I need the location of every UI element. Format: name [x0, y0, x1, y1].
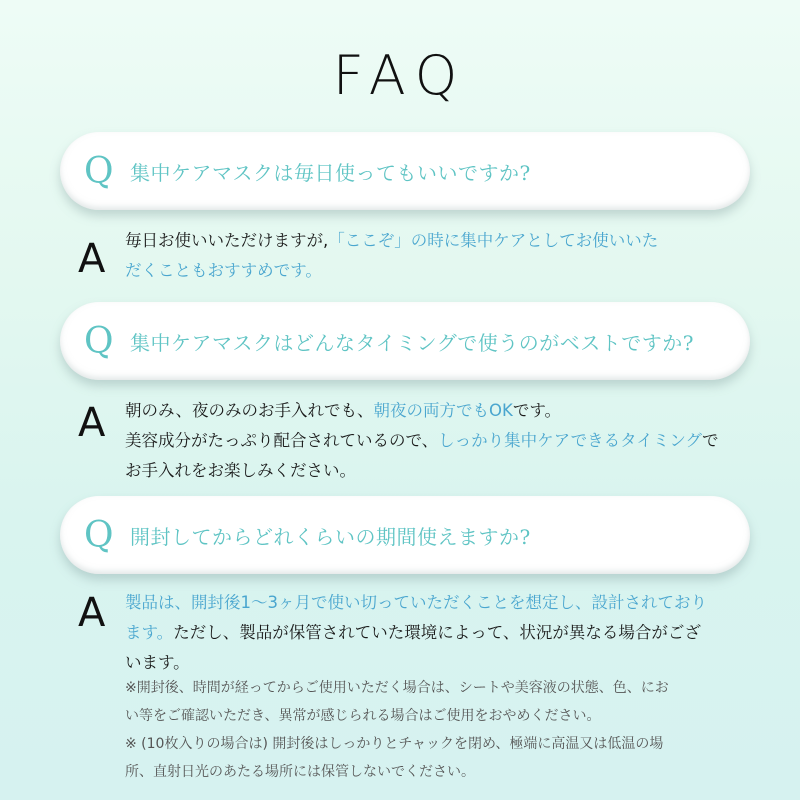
- faq-notes: [125, 674, 669, 786]
- q-mark: Q: [84, 514, 114, 556]
- note-line: い等をご確認いただき、異常が感じられる場合はご使用をおやめください。: [125, 708, 601, 724]
- page-title: FAQ: [332, 44, 468, 107]
- note-line: ※開封後、時間が経ってからご使用いただく場合は、シートや美容液の状態、色、にお: [125, 680, 669, 696]
- faq-answer-1: [125, 226, 658, 286]
- answer-text: で: [702, 431, 719, 450]
- answer-highlight: 「ここぞ」の時に集中ケアとしてお使いいた: [328, 231, 659, 250]
- note-line: 所、直射日光のあたる場所には保管しないでください。: [125, 764, 475, 780]
- answer-highlight: ます。: [125, 623, 174, 642]
- answer-line: [125, 456, 719, 486]
- faq-answer-3: [125, 588, 707, 678]
- question-text: 開封してからどれくらいの期間使えますか?: [130, 524, 531, 549]
- a-mark: A: [78, 236, 106, 282]
- answer-highlight: だくこともおすすめです。: [125, 261, 322, 280]
- answer-text: です。: [512, 401, 561, 420]
- faq-question-3: [60, 496, 750, 574]
- answer-highlight: 製品は、開封後1〜3ヶ月で使い切っていただくことを想定し、設計されており: [125, 593, 707, 612]
- a-mark: A: [78, 590, 106, 636]
- answer-line: [125, 618, 707, 648]
- answer-text: お手入れをお楽しみください。: [125, 461, 356, 480]
- answer-text: います。: [125, 653, 190, 672]
- answer-text: 美容成分がたっぷり配合されているので、: [125, 431, 439, 450]
- answer-line: [125, 396, 719, 426]
- answer-line: [125, 256, 658, 286]
- answer-text: 朝のみ、夜のみのお手入れでも、: [125, 401, 374, 420]
- a-mark: A: [78, 400, 106, 446]
- q-mark: Q: [84, 320, 114, 362]
- note-line: ※ (10枚入りの場合は) 開封後はしっかりとチャックを閉め、極端に高温又は低温の場: [125, 736, 664, 752]
- question-text: 集中ケアマスクは毎日使ってもいいですか?: [130, 160, 531, 185]
- answer-line: [125, 226, 658, 256]
- faq-answer-2: [125, 396, 719, 486]
- answer-highlight: しっかり集中ケアできるタイミング: [438, 431, 703, 450]
- answer-line: [125, 426, 719, 456]
- faq-question-2: [60, 302, 750, 380]
- answer-text: ただし、製品が保管されていた環境によって、状況が異なる場合がござ: [173, 623, 701, 642]
- q-mark: Q: [84, 150, 114, 192]
- faq-question-1: [60, 132, 750, 210]
- answer-highlight: 朝夜の両方でもOK: [373, 401, 513, 420]
- answer-line: [125, 588, 707, 618]
- answer-text: 毎日お使いいただけますが,: [125, 231, 329, 250]
- question-text: 集中ケアマスクはどんなタイミングで使うのがベストですか?: [130, 330, 694, 355]
